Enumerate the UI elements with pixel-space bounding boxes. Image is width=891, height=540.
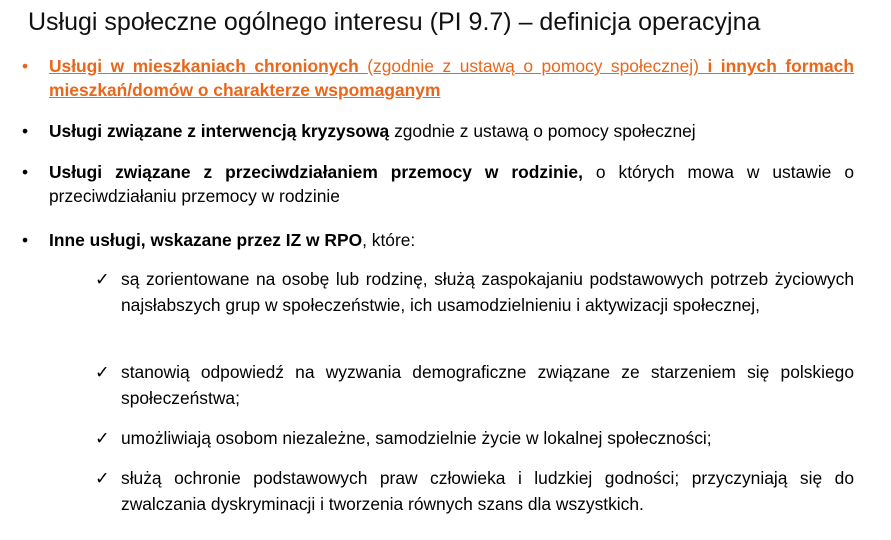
check-icon: ✓ [95,428,110,448]
bullet-marker: • [22,162,29,182]
subitem-text: umożliwiają osobom niezależne, samodzielnie życie w lokalnej społeczności; [121,428,712,448]
bullet-marker: • [22,121,29,141]
subitem-text: służą ochronie podstawowych praw człowieka i ludzkiej godności; przyczyniają się do zwalczania dyskryminacji i tworzenia równych szans dla wszystkich. [121,468,854,514]
subitem-independent-living [95,425,854,451]
bullet-normal-text: , które: [362,230,416,250]
bullet-domestic-violence [22,160,854,208]
check-icon: ✓ [95,362,110,382]
bullet-text [49,54,854,102]
bullet-bold-text-2: i innych formach mieszkań/domów o charakterze wspomaganym [49,56,854,100]
check-icon: ✓ [95,269,110,289]
bullet-other-services [22,228,854,252]
bullet-text [49,228,854,252]
bullet-marker: • [22,56,29,76]
check-icon: ✓ [95,468,110,488]
bullet-crisis-intervention [22,119,854,143]
bullet-bold-text: Usługi związane z interwencją kryzysową [49,121,390,141]
bullet-bold-text: Usługi w mieszkaniach chronionych [49,56,359,76]
slide-title: Usługi społeczne ogólnego interesu (PI 9.7) – definicja operacyjna [28,8,761,36]
bullet-text [49,160,854,208]
bullet-text [49,119,854,143]
bullet-normal-text: (zgodnie z ustawą o pomocy społecznej) [367,56,699,76]
bullet-bold-text: Usługi związane z przeciwdziałaniem przemocy w rodzinie, [49,162,583,182]
bullet-normal-text: zgodnie z ustawą o pomocy społecznej [394,121,696,141]
bullet-sheltered-housing [22,54,854,102]
subitem-text: stanowią odpowiedź na wyzwania demograficzne związane ze starzeniem się polskiego społeczeństwa; [121,362,854,408]
subitem-person-oriented [95,266,854,318]
bullet-marker: • [22,230,29,250]
subitem-human-rights [95,465,854,517]
bullet-bold-text: Inne usługi, wskazane przez IZ w RPO [49,230,363,250]
subitem-demographic [95,359,854,411]
bullet-normal-text: o których mowa w ustawie o przeciwdziałaniu przemocy w rodzinie [49,162,854,206]
subitem-text: są zorientowane na osobę lub rodzinę, służą zaspokajaniu podstawowych potrzeb życiowych najsłabszych grup w społeczeństwie, ich usamodzielnieniu i aktywizacji społecznej, [121,269,854,315]
